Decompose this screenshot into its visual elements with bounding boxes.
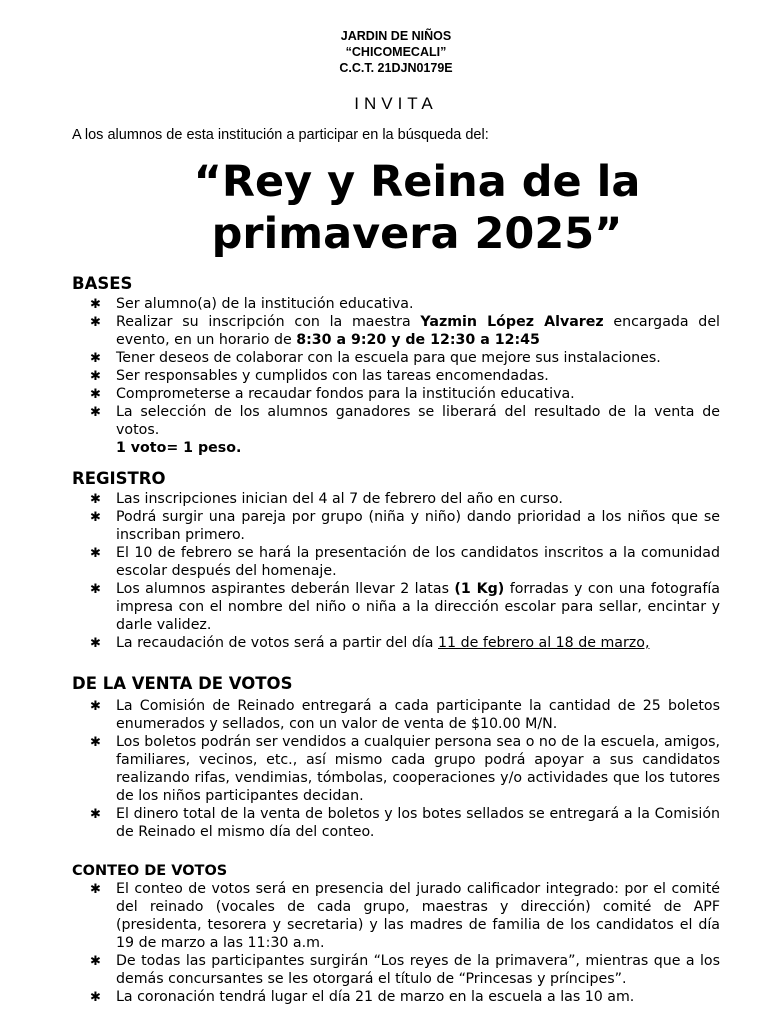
list-item: ✱ De todas las participantes surgirán “Los reyes de la primavera”, mientras que a los demás concursantes se les otorgará el título de “Princesas y príncipes”.	[90, 953, 720, 987]
list-item: ✱ El 10 de febrero se hará la presentación de los candidatos inscritos a la comunidad escolar después del homenaje.	[90, 545, 720, 579]
list-item: ✱ La Comisión de Reinado entregará a cada participante la cantidad de 25 boletos enumerados y sellados, con un valor de venta de $10.00 M/N.	[90, 698, 720, 732]
list-item: ✱ Tener deseos de colaborar con la escuela para que mejore sus instalaciones.	[90, 350, 661, 366]
asterisk-bullet-icon: ✱	[90, 369, 101, 384]
conteo-heading: CONTEO DE VOTOS	[72, 863, 228, 879]
list-item: ✱ La selección de los alumnos ganadores se liberará del resultado de la venta de votos.	[90, 404, 720, 438]
asterisk-bullet-icon: ✱	[90, 954, 101, 969]
registro-heading: REGISTRO	[72, 469, 166, 488]
asterisk-bullet-icon: ✱	[90, 699, 101, 714]
bases-list	[90, 295, 720, 457]
event-title-line-1: “Rey y Reina de la	[193, 157, 641, 207]
school-cct: C.C.T. 21DJN0179E	[339, 61, 453, 75]
asterisk-bullet-icon: ✱	[90, 510, 101, 525]
list-item: ✱ Comprometerse a recaudar fondos para la institución educativa.	[90, 386, 575, 402]
registro-list	[90, 490, 720, 652]
asterisk-bullet-icon: ✱	[90, 735, 101, 750]
asterisk-bullet-icon: ✱	[90, 315, 101, 330]
list-item: ✱ El conteo de votos será en presencia del jurado calificador integrado: por el comité del reinado (vocales de cada grupo, maestras y dirección) comité de APF (presidenta, tesorera y secretaria) y las madres de familia de los candidatos el día 19 de marzo a las 11:30 a.m.	[90, 881, 720, 951]
collection-dates: 11 de febrero al 18 de marzo,	[438, 635, 650, 651]
asterisk-bullet-icon: ✱	[90, 636, 101, 651]
conteo-list	[90, 880, 720, 1006]
asterisk-bullet-icon: ✱	[90, 546, 101, 561]
asterisk-bullet-icon: ✱	[90, 807, 101, 822]
list-item: ✱ Ser alumno(a) de la institución educativa.	[90, 296, 414, 312]
list-item: ✱ Realizar su inscripción con la maestra Yazmin López Alvarez encargada del evento, en un horario de 8:30 a 9:20 y de 12:30 a 12:45	[90, 314, 720, 348]
school-name: “CHICOMECALI”	[345, 45, 447, 59]
schedule: 8:30 a 9:20 y de 12:30 a 12:45	[296, 332, 540, 348]
asterisk-bullet-icon: ✱	[90, 297, 101, 312]
vote-note: 1 voto= 1 peso.	[116, 440, 242, 456]
intro-text: A los alumnos de esta institución a participar en la búsqueda del:	[72, 127, 489, 143]
list-item: ✱ Ser responsables y cumplidos con las tareas encomendadas.	[90, 368, 549, 384]
event-title	[0, 156, 768, 260]
list-item: ✱ La recaudación de votos será a partir del día 11 de febrero al 18 de marzo,	[90, 635, 650, 651]
list-item: ✱ Podrá surgir una pareja por grupo (niña y niño) dando prioridad a los niños que se inscriban primero.	[90, 509, 720, 543]
asterisk-bullet-icon: ✱	[90, 405, 101, 420]
asterisk-bullet-icon: ✱	[90, 882, 101, 897]
teacher-name: Yazmin López Alvarez	[420, 314, 604, 330]
venta-list	[90, 697, 720, 841]
list-item: ✱ Los alumnos aspirantes deberán llevar 2 latas (1 Kg) forradas y con una fotografía impresa con el nombre del niño o niña a la dirección escolar para sellar, encintar y darle validez.	[90, 581, 720, 633]
list-item: ✱ Los boletos podrán ser vendidos a cualquier persona sea o no de la escuela, amigos, familiares, vecinos, etc., así mismo cada grupo podrá apoyar a sus candidatos realizando rifas, vendimias, tómbolas, cooperaciones y/o actividades que los tutores de los niños participantes decidan.	[90, 734, 720, 804]
invita-heading: INVITA	[354, 94, 438, 113]
asterisk-bullet-icon: ✱	[90, 990, 101, 1005]
asterisk-bullet-icon: ✱	[90, 387, 101, 402]
list-item: ✱ La coronación tendrá lugar el día 21 de marzo en la escuela a las 10 am.	[90, 989, 635, 1005]
school-type: JARDIN DE NIÑOS	[340, 29, 452, 43]
list-item: ✱ El dinero total de la venta de boletos y los botes sellados se entregará a la Comisión de Reinado el mismo día del conteo.	[90, 806, 720, 840]
event-title-line-2: primavera 2025”	[211, 209, 623, 259]
list-item: ✱ Las inscripciones inician del 4 al 7 de febrero del año en curso.	[90, 491, 563, 507]
latas-weight: (1 Kg)	[454, 581, 505, 597]
bases-heading: BASES	[72, 274, 133, 293]
venta-heading: DE LA VENTA DE VOTOS	[72, 674, 293, 693]
asterisk-bullet-icon: ✱	[90, 351, 101, 366]
asterisk-bullet-icon: ✱	[90, 582, 101, 597]
asterisk-bullet-icon: ✱	[90, 492, 101, 507]
